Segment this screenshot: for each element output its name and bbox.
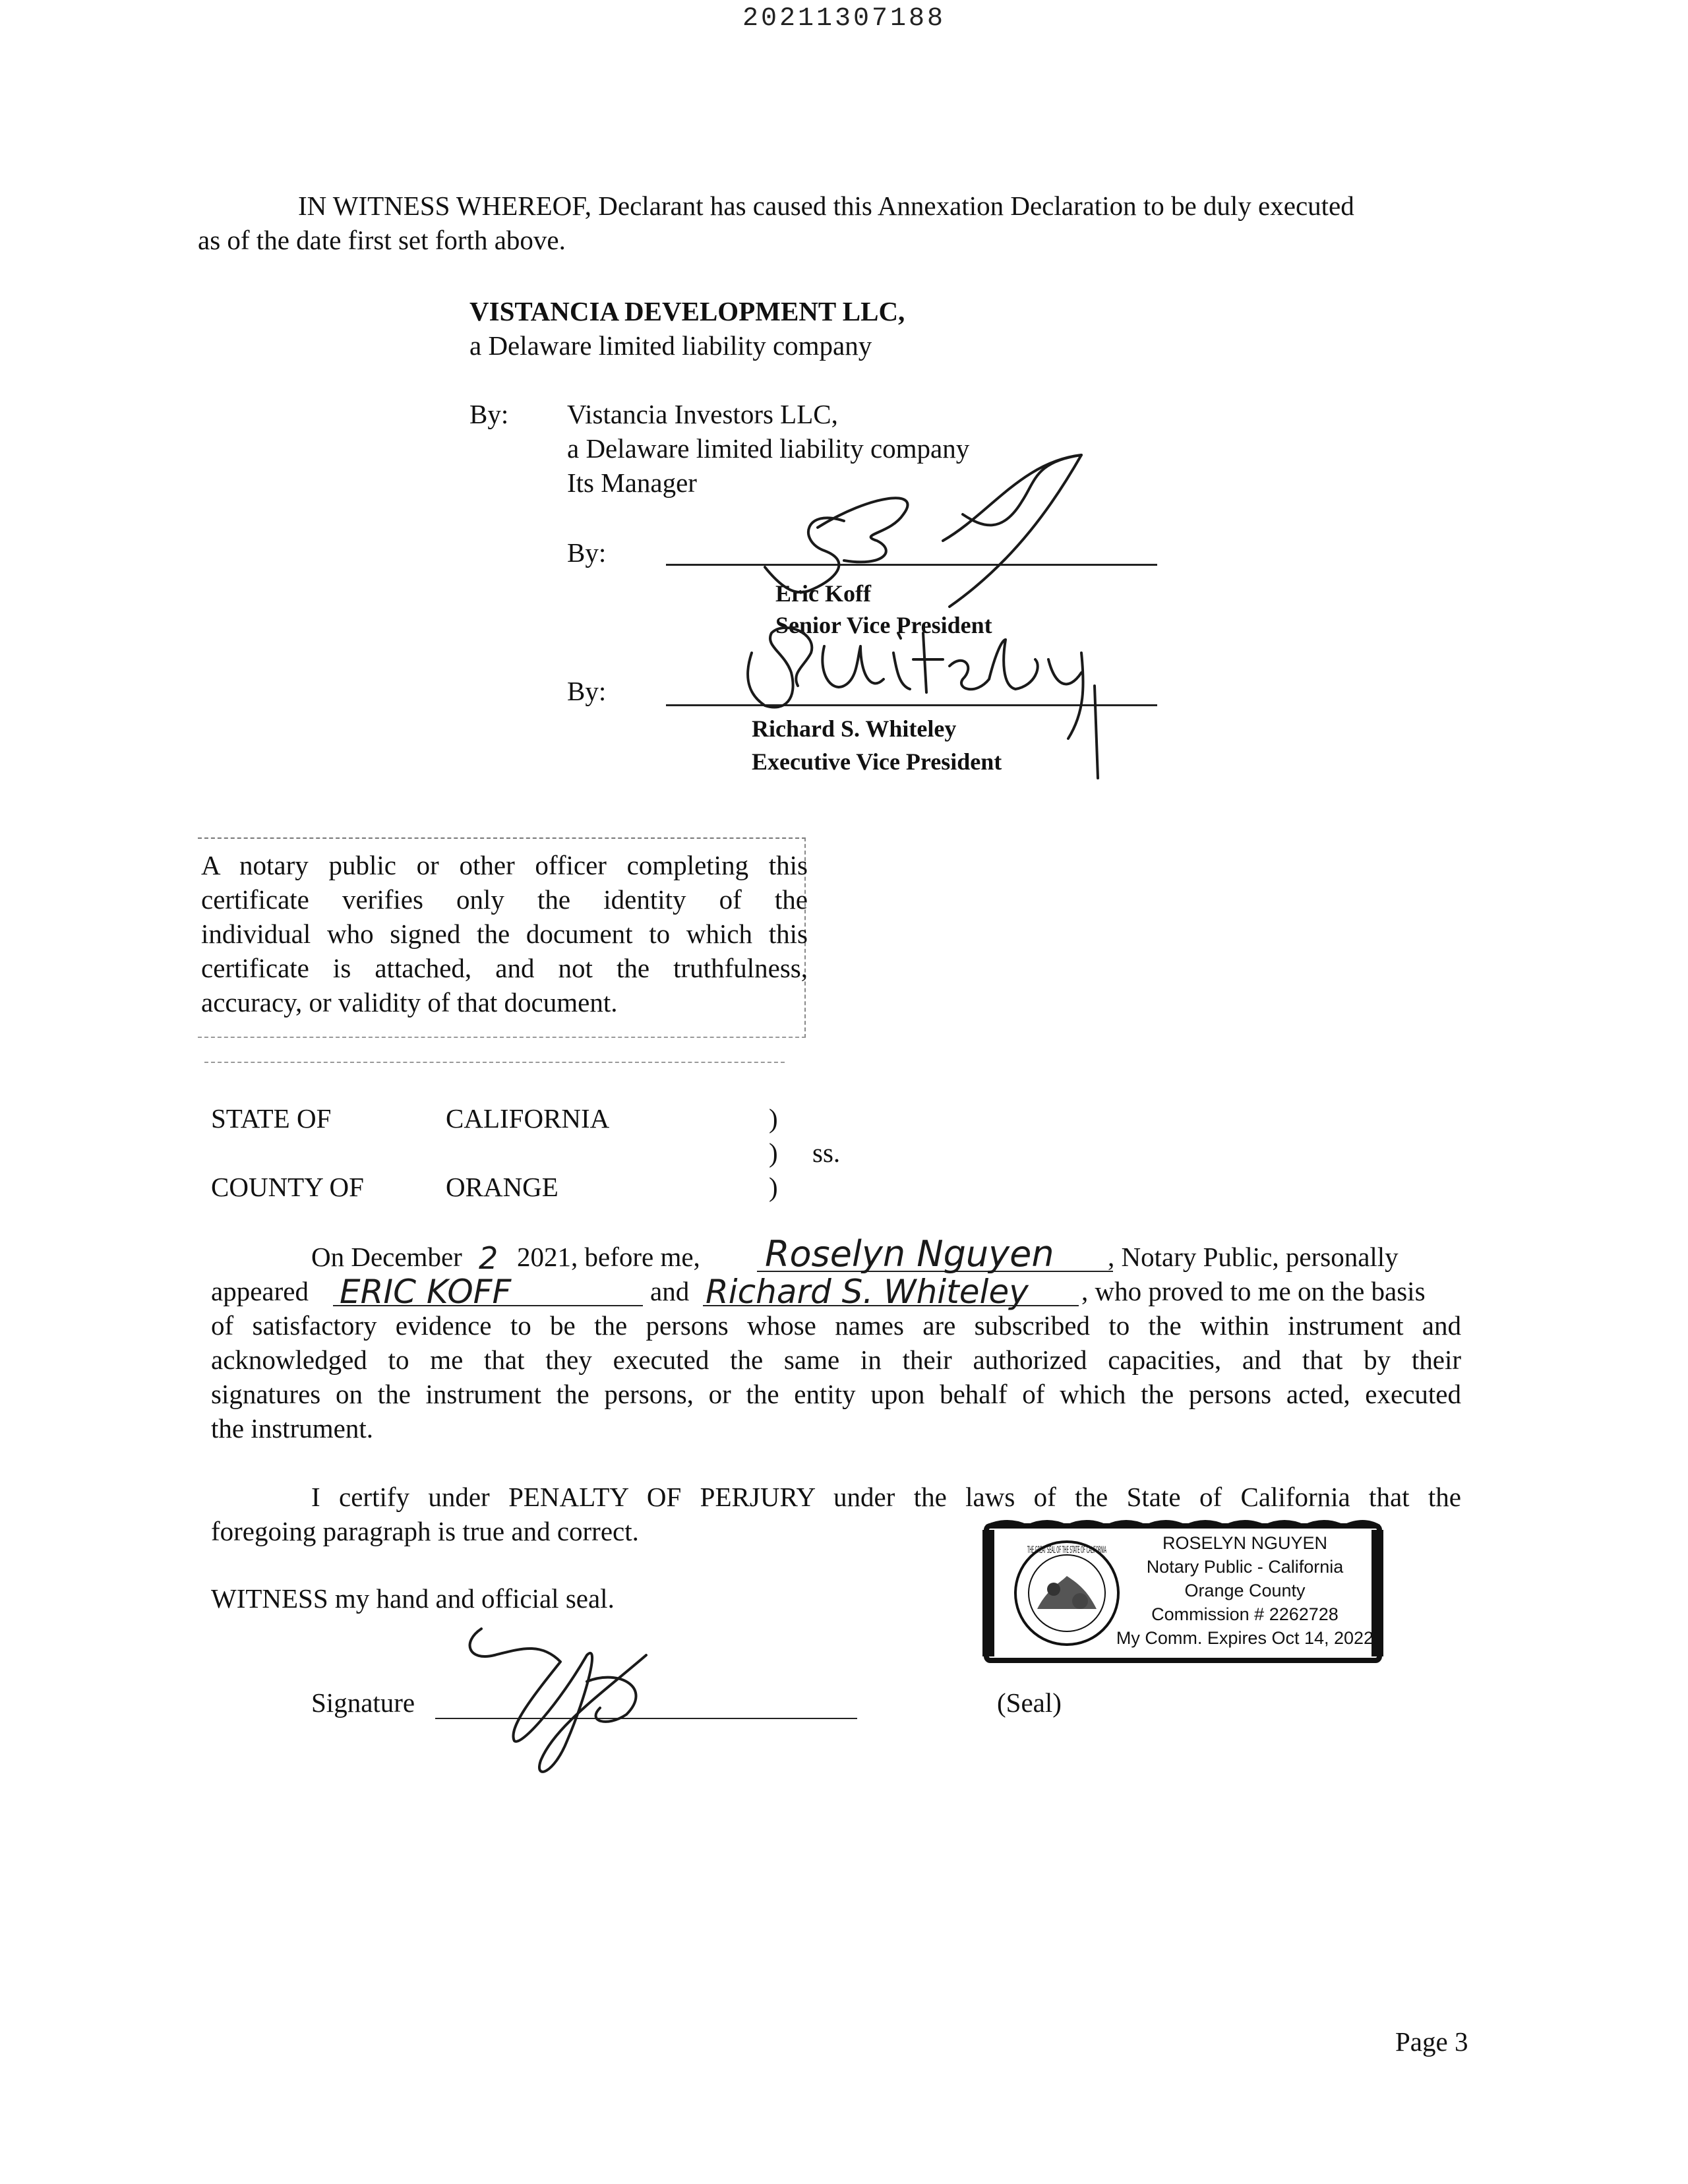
state-label: STATE OF (211, 1103, 332, 1134)
signatory-1-by-label: By: (567, 537, 607, 568)
signatory-1-name: Eric Koff (775, 580, 871, 607)
seal-county: Orange County (1184, 1581, 1306, 1600)
signatory-1-title: Senior Vice President (775, 612, 992, 638)
county-value: ORANGE (446, 1172, 558, 1202)
manager-name: Vistancia Investors LLC, (567, 399, 838, 429)
ack-line-1-start: On December (311, 1242, 462, 1272)
ack-line-3: of satisfactory evidence to be the persons whose names are subscribed to the within instrument and (211, 1310, 1461, 1341)
signatory-2-name: Richard S. Whiteley (752, 715, 957, 742)
witness-paragraph-line-1: IN WITNESS WHEREOF, Declarant has caused this Annexation Declaration to be duly executed (298, 191, 1354, 221)
signatory-2-by-label: By: (567, 676, 607, 706)
notary-notice-text (201, 848, 808, 1019)
notice-divider (204, 1062, 785, 1063)
venue-paren-2: ) (769, 1138, 778, 1168)
handwritten-appeared-1: ERIC KOFF (340, 1273, 512, 1311)
handwritten-appeared-2: Richard S. Whiteley (706, 1273, 1029, 1311)
signature-eric-koff-stroke-1 (765, 518, 844, 592)
manager-type: a Delaware limited liability company (567, 433, 970, 464)
notary-signature-stroke-1 (470, 1629, 646, 1772)
signature-whiteley-stroke-5 (1095, 686, 1098, 778)
ack-line-6: the instrument. (211, 1413, 373, 1443)
seal-emblem-text: THE GREAT SEAL OF THE STATE OF CALIFORNIA (1027, 1545, 1107, 1556)
handwritten-day: 2 (479, 1240, 498, 1276)
cert-line-2: foregoing paragraph is true and correct. (211, 1516, 639, 1546)
county-label: COUNTY OF (211, 1172, 364, 1202)
signature-label: Signature (311, 1687, 415, 1718)
handwritten-fill-ins (310, 1227, 1101, 1319)
seal-text-block (1113, 1531, 1377, 1650)
signature-eric-koff-stroke-3 (943, 455, 1081, 607)
cert-line-1: I certify under PENALTY OF PERJURY under the laws of the State of California that the (311, 1482, 1461, 1512)
ack-line-1-mid: 2021, before me, (517, 1242, 700, 1272)
notary-notice-line-5: accuracy, or validity of that document. (201, 987, 618, 1017)
ack-line-4: acknowledged to me that they executed the same in their authorized capacities, and that by their (211, 1345, 1461, 1375)
seal-notary-title: Notary Public - California (1146, 1557, 1344, 1577)
signature-whiteley-stroke-1 (748, 628, 812, 708)
notary-signature-graphic (455, 1616, 692, 1787)
notary-notice-line-1: A notary public or other officer completing this (201, 850, 808, 880)
signature-whiteley-stroke-2 (822, 646, 884, 687)
handwritten-notary-name: Roselyn Nguyen (765, 1233, 1054, 1275)
company-type: a Delaware limited liability company (469, 330, 872, 361)
ack-line-2-start: appeared (211, 1276, 309, 1306)
ack-line-5: signatures on the instrument the persons, or the entity upon behalf of which the persons acted, executed (211, 1379, 1461, 1409)
document-number: 20211307188 (742, 4, 946, 34)
witness-paragraph-line-2: as of the date first set forth above. (198, 225, 566, 255)
notary-notice-line-4: certificate is attached, and not the truthfulness, (201, 953, 808, 983)
venue-paren-3: ) (769, 1172, 778, 1202)
seal-label: (Seal) (997, 1687, 1062, 1718)
ack-line-2-end: , who proved to me on the basis (1081, 1276, 1426, 1306)
company-signatures-graphic (725, 435, 1187, 804)
seal-notary-name: ROSELYN NGUYEN (1162, 1533, 1328, 1553)
venue-paren-1: ) (769, 1103, 778, 1134)
witness-hand-seal: WITNESS my hand and official seal. (211, 1583, 615, 1614)
seal-expiration: My Comm. Expires Oct 14, 2022 (1116, 1628, 1374, 1648)
venue-ss: ss. (812, 1138, 841, 1168)
notary-notice-line-3: individual who signed the document to which this (201, 919, 808, 949)
notary-notice-line-2: certificate verifies only the identity of the (201, 884, 808, 915)
signature-whiteley-stroke-4 (913, 633, 1083, 739)
ack-line-2-and: and (650, 1276, 690, 1306)
ack-line-1-end: , Notary Public, personally (1108, 1242, 1399, 1272)
manager-role: Its Manager (567, 468, 697, 498)
page-number: Page 3 (1395, 2026, 1468, 2057)
notary-seal-stamp (981, 1517, 1385, 1670)
company-name: VISTANCIA DEVELOPMENT LLC, (469, 296, 905, 326)
signature-whiteley-stroke-3 (893, 633, 910, 689)
manager-by-label: By: (469, 399, 509, 429)
seal-commission: Commission # 2262728 (1151, 1604, 1339, 1624)
signatory-2-title: Executive Vice President (752, 748, 1002, 775)
state-value: CALIFORNIA (446, 1103, 610, 1134)
